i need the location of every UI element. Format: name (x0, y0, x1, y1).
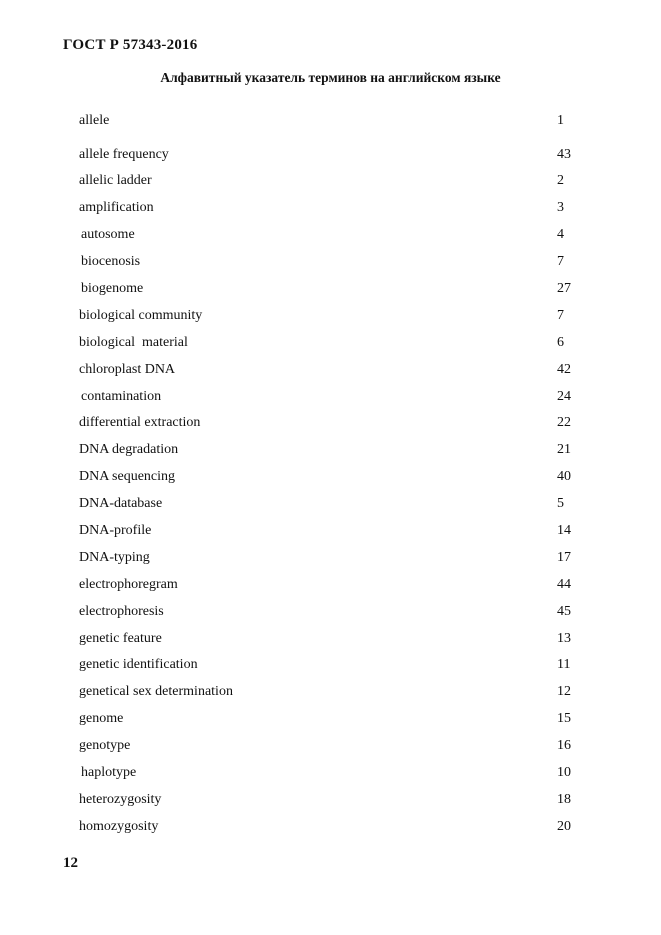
index-entry (79, 548, 579, 575)
index-term: biological material (79, 334, 188, 350)
index-ref-number: 43 (557, 146, 571, 162)
index-ref-number: 7 (557, 307, 564, 323)
index-entry (79, 306, 579, 333)
index-term: DNA sequencing (79, 469, 176, 485)
index-ref-number: 2 (557, 173, 564, 189)
index-ref-number: 17 (557, 549, 571, 565)
index-term: DNA-profile (79, 522, 152, 538)
index-ref-number: 15 (557, 711, 571, 727)
index-ref-number: 22 (557, 415, 571, 431)
index-term: allelic ladder (79, 173, 152, 189)
index-term: genome (79, 711, 124, 727)
index-term: electrophoregram (79, 576, 178, 592)
index-entry (79, 575, 579, 602)
index-entry (79, 763, 579, 790)
index-entry (79, 494, 579, 521)
index-term: heterozygosity (79, 791, 162, 807)
index-ref-number: 40 (557, 469, 571, 485)
index-term: chloroplast DNA (79, 361, 176, 377)
index-title: Алфавитный указатель терминов на английском языке (160, 70, 501, 85)
index-entry (79, 629, 579, 656)
index-ref-number: 1 (557, 113, 564, 128)
index-term: DNA-typing (79, 549, 150, 565)
term-index-list (79, 111, 579, 844)
index-entry (79, 521, 579, 548)
index-term: differential extraction (79, 415, 201, 431)
index-ref-number: 18 (557, 791, 571, 807)
page-number: 12 (63, 855, 78, 871)
index-ref-number: 21 (557, 442, 571, 458)
index-term: genetic feature (79, 630, 162, 646)
index-ref-number: 13 (557, 630, 571, 646)
index-ref-number: 45 (557, 603, 571, 619)
index-ref-number: 44 (557, 576, 571, 592)
index-ref-number: 5 (557, 496, 564, 512)
index-ref-number: 14 (557, 522, 571, 538)
index-term: contamination (81, 388, 162, 404)
index-ref-number: 11 (557, 657, 571, 673)
index-term: genetical sex determination (79, 684, 233, 700)
index-ref-number: 12 (557, 684, 571, 700)
index-term: biogenome (81, 280, 144, 296)
index-entry (79, 602, 579, 629)
index-term: genotype (79, 738, 131, 754)
index-entry (79, 333, 579, 360)
index-entry (79, 682, 579, 709)
index-ref-number: 3 (557, 200, 564, 216)
index-entry (79, 360, 579, 387)
index-entry (79, 225, 579, 252)
index-term: homozygosity (79, 818, 159, 834)
index-term: genetic identification (79, 657, 198, 673)
index-term: biological community (79, 307, 203, 323)
index-term: DNA-database (79, 496, 163, 512)
index-ref-number: 20 (557, 818, 571, 834)
document-standard-code: ГОСТ Р 57343-2016 (63, 37, 198, 53)
index-entry (79, 145, 579, 172)
index-term: DNA degradation (79, 442, 179, 458)
index-entry (79, 817, 579, 844)
index-entry (79, 736, 579, 763)
index-entry (79, 198, 579, 225)
index-term: haplotype (81, 764, 137, 780)
index-entry (79, 111, 579, 145)
index-entry (79, 279, 579, 306)
index-ref-number: 27 (557, 280, 571, 296)
index-ref-number: 10 (557, 764, 571, 780)
index-ref-number: 6 (557, 334, 564, 350)
index-term: biocenosis (81, 254, 141, 270)
index-ref-number: 7 (557, 254, 564, 270)
index-entry (79, 709, 579, 736)
index-term: autosome (81, 227, 135, 243)
index-term: electrophoresis (79, 603, 164, 619)
index-term: amplification (79, 200, 154, 216)
index-entry (79, 655, 579, 682)
index-entry (79, 252, 579, 279)
index-entry (79, 413, 579, 440)
index-ref-number: 4 (557, 227, 564, 243)
index-entry (79, 790, 579, 817)
index-entry (79, 171, 579, 198)
index-ref-number: 42 (557, 361, 571, 377)
index-ref-number: 16 (557, 738, 571, 754)
index-entry (79, 440, 579, 467)
index-term: allele frequency (79, 146, 169, 162)
index-entry (79, 467, 579, 494)
index-entry (79, 387, 579, 414)
index-term: allele (79, 113, 110, 128)
index-ref-number: 24 (557, 388, 571, 404)
